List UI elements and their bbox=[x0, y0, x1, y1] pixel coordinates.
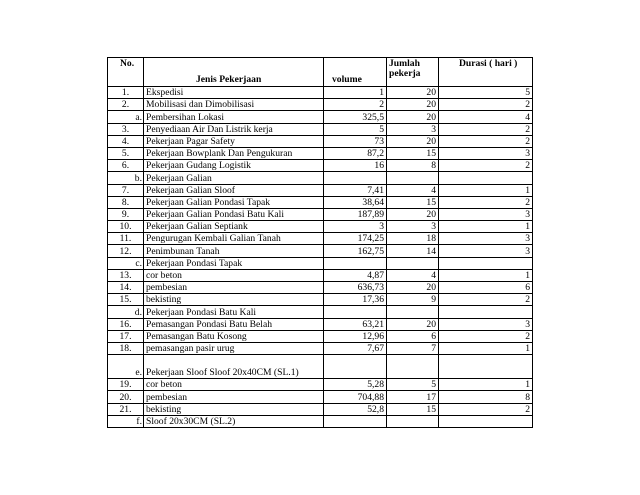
table-row bbox=[108, 245, 533, 257]
workers-cell: 20 bbox=[387, 111, 439, 123]
table-row bbox=[108, 196, 533, 208]
table-row bbox=[108, 99, 533, 111]
workers-cell: 20 bbox=[387, 318, 439, 330]
table-body bbox=[108, 87, 533, 428]
table-row bbox=[108, 269, 533, 281]
row-number-cell: 11. bbox=[108, 233, 144, 245]
table-row bbox=[108, 123, 533, 135]
table-row bbox=[108, 318, 533, 330]
job-type-cell: Ekspedisi bbox=[144, 87, 324, 99]
table-row bbox=[108, 147, 533, 159]
duration-cell bbox=[439, 257, 533, 269]
job-type-cell: Pekerjaan Galian Pondasi Tapak bbox=[144, 196, 324, 208]
duration-cell: 2 bbox=[439, 160, 533, 172]
volume-cell: 63,21 bbox=[324, 318, 387, 330]
volume-cell: 2 bbox=[324, 99, 387, 111]
job-type-cell: pembesian bbox=[144, 391, 324, 403]
volume-cell: 52,8 bbox=[324, 403, 387, 415]
job-type-cell: Pemasangan Batu Kosong bbox=[144, 330, 324, 342]
row-number-cell: e. bbox=[108, 355, 144, 379]
job-type-cell: Sloof 20x30CM (SL.2) bbox=[144, 415, 324, 427]
job-type-cell: Pekerjaan Gudang Logistik bbox=[144, 160, 324, 172]
row-number-cell: f. bbox=[108, 415, 144, 427]
job-type-cell: Penyediaan Air Dan Listrik kerja bbox=[144, 123, 324, 135]
row-number-cell: 10. bbox=[108, 221, 144, 233]
volume-cell: 5 bbox=[324, 123, 387, 135]
job-type-cell: Penimbunan Tanah bbox=[144, 245, 324, 257]
workers-cell: 20 bbox=[387, 282, 439, 294]
workers-cell: 3 bbox=[387, 221, 439, 233]
duration-cell bbox=[439, 415, 533, 427]
duration-cell: 2 bbox=[439, 123, 533, 135]
volume-cell: 704,88 bbox=[324, 391, 387, 403]
volume-cell bbox=[324, 306, 387, 318]
workers-cell: 9 bbox=[387, 294, 439, 306]
job-type-cell: Mobilisasi dan Dimobilisasi bbox=[144, 99, 324, 111]
job-type-cell: cor beton bbox=[144, 269, 324, 281]
row-number-cell: 8. bbox=[108, 196, 144, 208]
volume-cell: 7,67 bbox=[324, 342, 387, 354]
duration-cell: 4 bbox=[439, 111, 533, 123]
row-number-cell: 17. bbox=[108, 330, 144, 342]
table-row bbox=[108, 87, 533, 99]
row-number-cell: d. bbox=[108, 306, 144, 318]
volume-cell: 17,36 bbox=[324, 294, 387, 306]
table-row bbox=[108, 355, 533, 379]
job-type-cell: bekisting bbox=[144, 294, 324, 306]
row-number-cell: 12. bbox=[108, 245, 144, 257]
workers-cell: 3 bbox=[387, 123, 439, 135]
job-type-cell: Pengurugan Kembali Galian Tanah bbox=[144, 233, 324, 245]
header-no: No. bbox=[108, 58, 144, 87]
volume-cell: 187,89 bbox=[324, 208, 387, 220]
job-type-cell: Pekerjaan Galian Pondasi Batu Kali bbox=[144, 208, 324, 220]
table-row bbox=[108, 391, 533, 403]
row-number-cell: 14. bbox=[108, 282, 144, 294]
duration-cell: 6 bbox=[439, 282, 533, 294]
row-number-cell: 21. bbox=[108, 403, 144, 415]
workers-cell: 5 bbox=[387, 379, 439, 391]
row-number-cell: 6. bbox=[108, 160, 144, 172]
workers-cell: 20 bbox=[387, 87, 439, 99]
volume-cell: 636,73 bbox=[324, 282, 387, 294]
table-row bbox=[108, 233, 533, 245]
table-row bbox=[108, 379, 533, 391]
table-row bbox=[108, 160, 533, 172]
workers-cell: 20 bbox=[387, 99, 439, 111]
row-number-cell: 18. bbox=[108, 342, 144, 354]
header-volume: volume bbox=[324, 58, 387, 87]
row-number-cell: 7. bbox=[108, 184, 144, 196]
duration-cell: 3 bbox=[439, 208, 533, 220]
volume-cell bbox=[324, 257, 387, 269]
job-type-cell: pemasangan pasir urug bbox=[144, 342, 324, 354]
table-row bbox=[108, 257, 533, 269]
table-row bbox=[108, 282, 533, 294]
volume-cell bbox=[324, 355, 387, 379]
table-row bbox=[108, 330, 533, 342]
table-row bbox=[108, 172, 533, 184]
job-type-cell: Pemasangan Pondasi Batu Belah bbox=[144, 318, 324, 330]
row-number-cell: 16. bbox=[108, 318, 144, 330]
job-type-cell: Pembersihan Lokasi bbox=[144, 111, 324, 123]
duration-cell bbox=[439, 355, 533, 379]
row-number-cell: 15. bbox=[108, 294, 144, 306]
duration-cell: 1 bbox=[439, 269, 533, 281]
duration-cell: 3 bbox=[439, 245, 533, 257]
row-number-cell: 19. bbox=[108, 379, 144, 391]
volume-cell: 325,5 bbox=[324, 111, 387, 123]
job-type-cell: Pekerjaan Pondasi Tapak bbox=[144, 257, 324, 269]
job-type-cell: Pekerjaan Galian Septiank bbox=[144, 221, 324, 233]
row-number-cell: 5. bbox=[108, 147, 144, 159]
table-row bbox=[108, 403, 533, 415]
table-row bbox=[108, 415, 533, 427]
duration-cell: 2 bbox=[439, 330, 533, 342]
duration-cell: 2 bbox=[439, 99, 533, 111]
table-row bbox=[108, 221, 533, 233]
volume-cell: 1 bbox=[324, 87, 387, 99]
workers-cell: 7 bbox=[387, 342, 439, 354]
workers-cell bbox=[387, 172, 439, 184]
volume-cell: 162,75 bbox=[324, 245, 387, 257]
job-type-cell: Pekerjaan Galian bbox=[144, 172, 324, 184]
workers-cell bbox=[387, 257, 439, 269]
job-type-cell: pembesian bbox=[144, 282, 324, 294]
table-header-row bbox=[108, 58, 533, 87]
job-type-cell: Pekerjaan Pagar Safety bbox=[144, 135, 324, 147]
workers-cell bbox=[387, 415, 439, 427]
job-type-cell: Pekerjaan Bowplank Dan Pengukuran bbox=[144, 147, 324, 159]
duration-cell: 1 bbox=[439, 221, 533, 233]
row-number-cell: a. bbox=[108, 111, 144, 123]
header-job-type: Jenis Pekerjaan bbox=[144, 58, 324, 87]
row-number-cell: 3. bbox=[108, 123, 144, 135]
volume-cell: 7,41 bbox=[324, 184, 387, 196]
workers-cell: 15 bbox=[387, 403, 439, 415]
workers-cell bbox=[387, 355, 439, 379]
duration-cell: 2 bbox=[439, 403, 533, 415]
volume-cell: 12,96 bbox=[324, 330, 387, 342]
duration-cell: 2 bbox=[439, 135, 533, 147]
duration-cell: 1 bbox=[439, 379, 533, 391]
job-type-cell: Pekerjaan Sloof Sloof 20x40CM (SL.1) bbox=[144, 355, 324, 379]
volume-cell bbox=[324, 415, 387, 427]
workers-cell: 8 bbox=[387, 160, 439, 172]
volume-cell: 16 bbox=[324, 160, 387, 172]
workers-cell: 14 bbox=[387, 245, 439, 257]
volume-cell: 38,64 bbox=[324, 196, 387, 208]
work-schedule-table bbox=[107, 57, 533, 428]
duration-cell bbox=[439, 306, 533, 318]
duration-cell: 3 bbox=[439, 147, 533, 159]
row-number-cell: 13. bbox=[108, 269, 144, 281]
volume-cell: 174,25 bbox=[324, 233, 387, 245]
duration-cell: 2 bbox=[439, 196, 533, 208]
volume-cell: 87,2 bbox=[324, 147, 387, 159]
table-row bbox=[108, 184, 533, 196]
duration-cell: 2 bbox=[439, 294, 533, 306]
volume-cell: 3 bbox=[324, 221, 387, 233]
header-duration: Durasi ( hari ) bbox=[439, 58, 533, 87]
table-row bbox=[108, 208, 533, 220]
volume-cell: 73 bbox=[324, 135, 387, 147]
row-number-cell: 1. bbox=[108, 87, 144, 99]
job-type-cell: cor beton bbox=[144, 379, 324, 391]
row-number-cell: 2. bbox=[108, 99, 144, 111]
row-number-cell: c. bbox=[108, 257, 144, 269]
job-type-cell: Pekerjaan Pondasi Batu Kali bbox=[144, 306, 324, 318]
duration-cell bbox=[439, 172, 533, 184]
table-row bbox=[108, 306, 533, 318]
workers-cell: 20 bbox=[387, 135, 439, 147]
duration-cell: 5 bbox=[439, 87, 533, 99]
row-number-cell: 9. bbox=[108, 208, 144, 220]
workers-cell: 15 bbox=[387, 196, 439, 208]
workers-cell: 4 bbox=[387, 269, 439, 281]
volume-cell: 4,87 bbox=[324, 269, 387, 281]
volume-cell bbox=[324, 172, 387, 184]
header-workers: Jumlah pekerja bbox=[387, 58, 439, 87]
workers-cell bbox=[387, 306, 439, 318]
duration-cell: 1 bbox=[439, 342, 533, 354]
volume-cell: 5,28 bbox=[324, 379, 387, 391]
duration-cell: 3 bbox=[439, 233, 533, 245]
duration-cell: 1 bbox=[439, 184, 533, 196]
table-row bbox=[108, 294, 533, 306]
workers-cell: 4 bbox=[387, 184, 439, 196]
workers-cell: 20 bbox=[387, 208, 439, 220]
duration-cell: 8 bbox=[439, 391, 533, 403]
duration-cell: 3 bbox=[439, 318, 533, 330]
job-type-cell: Pekerjaan Galian Sloof bbox=[144, 184, 324, 196]
row-number-cell: 4. bbox=[108, 135, 144, 147]
workers-cell: 15 bbox=[387, 147, 439, 159]
table-row bbox=[108, 135, 533, 147]
row-number-cell: 20. bbox=[108, 391, 144, 403]
workers-cell: 18 bbox=[387, 233, 439, 245]
job-type-cell: bekisting bbox=[144, 403, 324, 415]
row-number-cell: b. bbox=[108, 172, 144, 184]
workers-cell: 17 bbox=[387, 391, 439, 403]
table-row bbox=[108, 342, 533, 354]
workers-cell: 6 bbox=[387, 330, 439, 342]
table-row bbox=[108, 111, 533, 123]
